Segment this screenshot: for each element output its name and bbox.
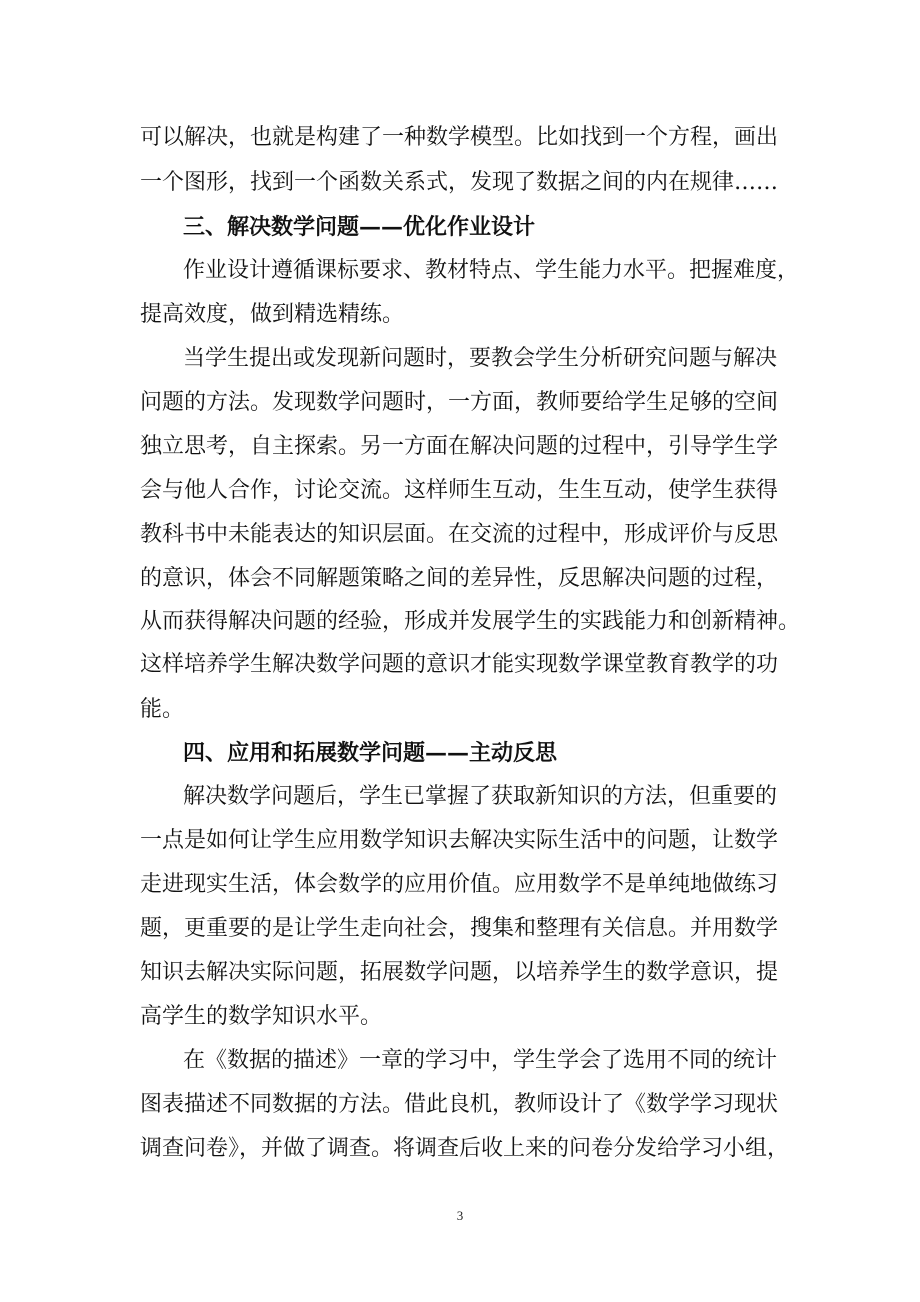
body-text-line: 题，更重要的是让学生走向社会，搜集和整理有关信息。并用数学 <box>140 916 779 941</box>
body-text-line: 独立思考，自主探索。另一方面在解决问题的过程中，引导学生学 <box>140 434 779 459</box>
body-text-line: 的意识，体会不同解题策略之间的差异性，反思解决问题的过程， <box>140 566 779 591</box>
body-text-line: 从而获得解决问题的经验，形成并发展学生的实践能力和创新精神。 <box>140 609 801 634</box>
body-text-line: 当学生提出或发现新问题时，要教会学生分析研究问题与解决 <box>183 346 778 371</box>
body-text-line: 作业设计遵循课标要求、教材特点、学生能力水平。把握难度， <box>183 258 800 283</box>
body-text-line: 调查问卷》，并做了调查。将调查后收上来的问卷分发给学习小组， <box>140 1136 790 1161</box>
body-text-line: 这样培养学生解决数学问题的意识才能实现数学课堂教育教学的功 <box>140 652 779 677</box>
body-text-line: 走进现实生活，体会数学的应用价值。应用数学不是单纯地做练习 <box>140 872 779 897</box>
body-text-line: 在《数据的描述》一章的学习中，学生学会了选用不同的统计 <box>183 1048 778 1073</box>
body-text-line: 一个图形，找到一个函数关系式，发现了数据之间的内在规律…… <box>140 170 779 195</box>
body-text-line: 会与他人合作，讨论交流。这样师生互动，生生互动，使学生获得 <box>140 478 779 503</box>
body-text-line: 提高效度，做到精选精练。 <box>140 302 405 327</box>
body-text-line: 知识去解决实际问题，拓展数学问题，以培养学生的数学意识，提 <box>140 960 779 985</box>
section-heading: 三、解决数学问题——优化作业设计 <box>183 214 536 240</box>
body-text-line: 问题的方法。发现数学问题时，一方面，教师要给学生足够的空间 <box>140 390 779 415</box>
body-text-line: 一点是如何让学生应用数学知识去解决实际生活中的问题，让数学 <box>140 828 779 853</box>
body-text-line: 解决数学问题后，学生已掌握了获取新知识的方法，但重要的 <box>183 784 778 809</box>
body-text-line: 教科书中未能表达的知识层面。在交流的过程中，形成评价与反思 <box>140 522 779 547</box>
body-text-line: 高学生的数学知识水平。 <box>140 1004 383 1029</box>
section-heading: 四、应用和拓展数学问题——主动反思 <box>183 740 558 766</box>
body-text-line: 图表描述不同数据的方法。借此良机，教师设计了《数学学习现状 <box>140 1092 779 1117</box>
body-text-line: 能。 <box>140 697 185 722</box>
page-number: 3 <box>456 1208 464 1223</box>
body-text-line: 可以解决，也就是构建了一种数学模型。比如找到一个方程，画出 <box>140 125 779 150</box>
